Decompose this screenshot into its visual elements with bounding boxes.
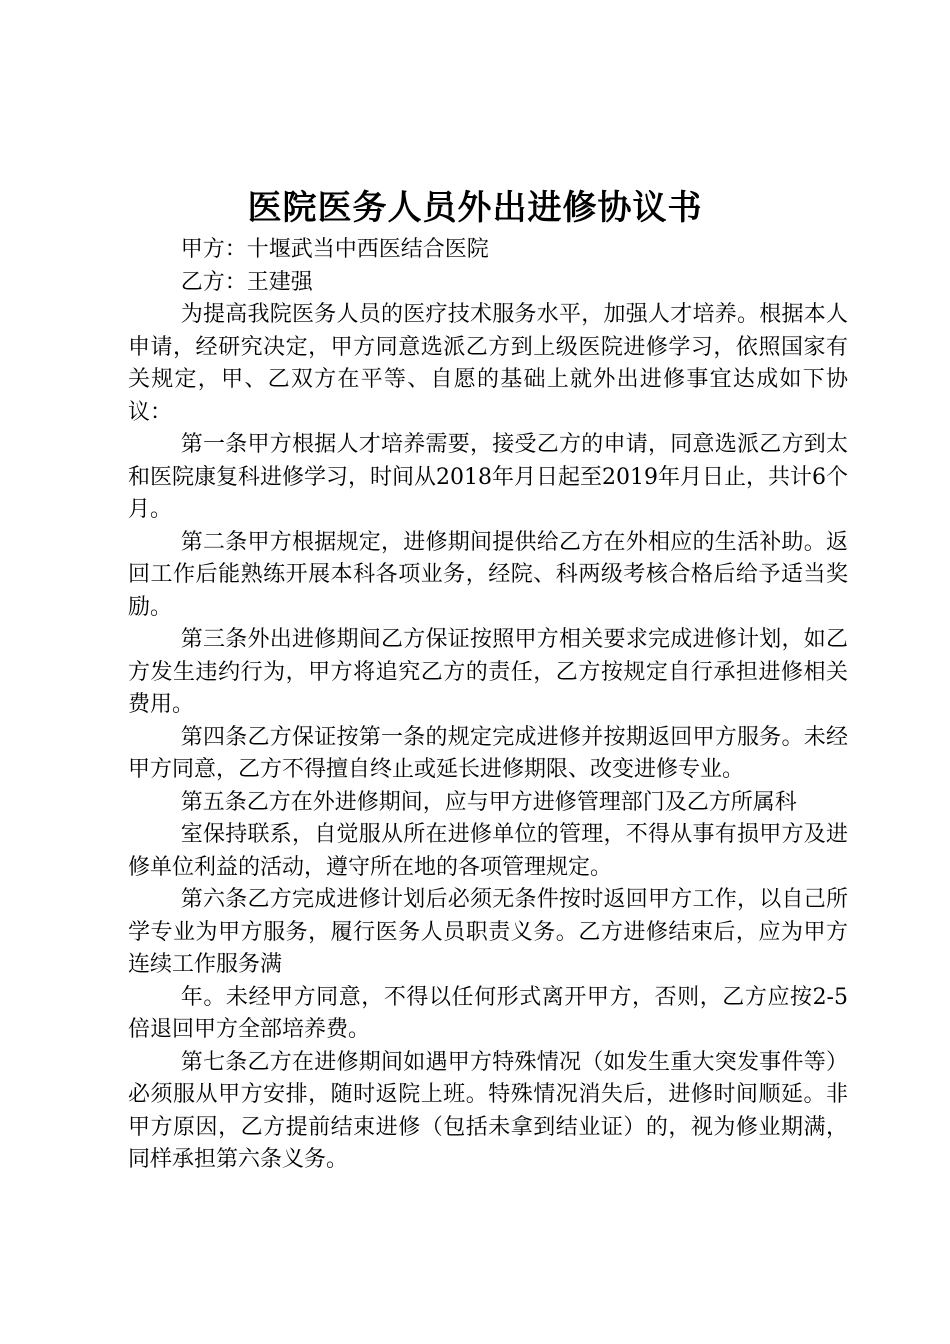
document-body <box>128 234 848 1177</box>
article-5-continuation-paragraph: 室保持联系，自觉服从所在进修单位的管理，不得从事有损甲方及进修单位利益的活动，遵守所在地的各项管理规定。 <box>128 822 848 880</box>
document-title: 医院医务人员外出进修协议书 <box>247 188 703 228</box>
article-6-continuation-paragraph: 年。未经甲方同意，不得以任何形式离开甲方，否则，乙方应按2-5倍退回甲方全部培养费。 <box>128 984 848 1042</box>
party-b-line: 乙方：王建强 <box>180 269 313 295</box>
article-1-paragraph: 第一条甲方根据人才培养需要，接受乙方的申请，同意选派乙方到太和医院康复科进修学习，时间从2018年月日起至2019年月日止，共计6个月。 <box>128 432 848 522</box>
article-2-paragraph: 第二条甲方根据规定，进修期间提供给乙方在外相应的生活补助。返回工作后能熟练开展本科各项业务，经院、科两级考核合格后给予适当奖励。 <box>128 529 848 620</box>
preamble-paragraph: 为提高我院医务人员的医疗技术服务水平，加强人才培养。根据本人申请，经研究决定，甲方同意选派乙方到上级医院进修学习，依照国家有关规定，甲、乙双方在平等、自愿的基础上就外出进修事宜达成如下协议： <box>128 302 848 425</box>
article-6-paragraph: 第六条乙方完成进修计划后必须无条件按时返回甲方工作，以自己所学专业为甲方服务，履行医务人员职责义务。乙方进修结束后，应为甲方连续工作服务满 <box>128 887 848 977</box>
article-5-paragraph: 第五条乙方在外进修期间，应与甲方进修管理部门及乙方所属科 <box>180 789 797 815</box>
article-3-paragraph: 第三条外出进修期间乙方保证按照甲方相关要求完成进修计划，如乙方发生违约行为，甲方将追究乙方的责任，乙方按规定自行承担进修相关费用。 <box>128 627 848 717</box>
article-4-paragraph: 第四条乙方保证按第一条的规定完成进修并按期返回甲方服务。未经甲方同意，乙方不得擅自终止或延长进修期限、改变进修专业。 <box>128 724 848 782</box>
party-a-line: 甲方：十堰武当中西医结合医院 <box>180 237 489 262</box>
article-7-paragraph: 第七条乙方在进修期间如遇甲方特殊情况（如发生重大突发事件等）必须服从甲方安排，随时返院上班。特殊情况消失后，进修时间顺延。非甲方原因，乙方提前结束进修（包括未拿到结业证）的，视为修业期满，同样承担第六条义务。 <box>128 1049 848 1172</box>
